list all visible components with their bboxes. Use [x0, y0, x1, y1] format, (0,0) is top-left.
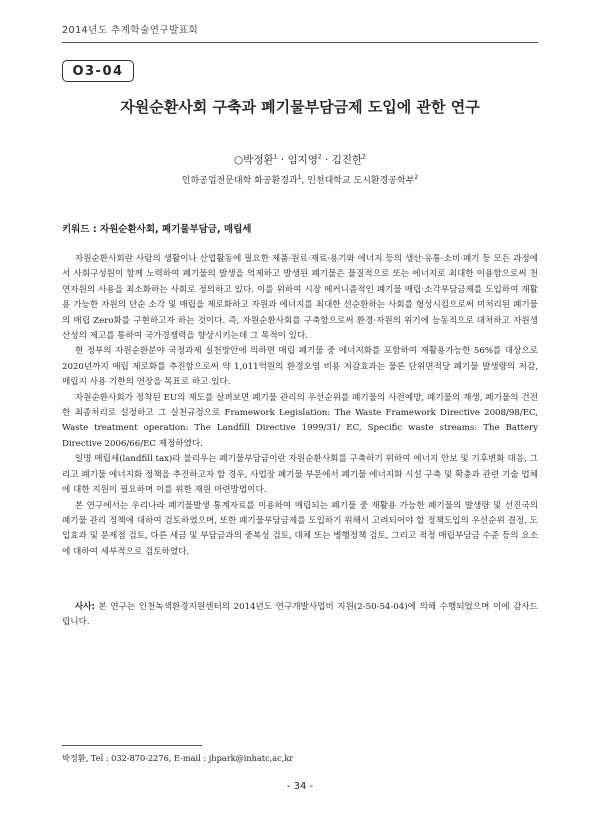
author-separator: · [321, 154, 332, 166]
footnote-divider [62, 745, 202, 746]
affiliation-2-sup: 2 [414, 174, 419, 181]
presenter-marker: ○ [234, 154, 244, 166]
affiliation-line [62, 173, 538, 186]
conference-header: 2014년도 추계학술연구발표회 [62, 25, 199, 36]
paper-title: 자원순환사회 구축과 폐기물부담금제 도입에 관한 연구 [120, 98, 480, 116]
author-2: 임지영 [287, 154, 318, 166]
paper-code-badge: O3-04 [62, 60, 134, 82]
acknowledgement [62, 600, 538, 631]
affiliation-1-sup: 1 [297, 174, 302, 181]
paragraph: 현 정부의 자원순환분야 국정과제 실천방안에 의하면 매립 폐기물 중 에너지화를 포함하여 재활용가능한 56%를 대상으로 2020년까지 매립 제로화를 추진함으로써 약 1,011억원의 환경오염 비용 저감효과는 물론 단위면적당 폐기물 발생량의 저감, 매립지 사용 기한의 연장을 목표로 하고 있다. [62, 346, 538, 388]
affiliation-2: 인천대학교 도시환경공학부 [307, 176, 415, 186]
paragraph: 본 연구에서는 우리나라 폐기물발생 통계자료를 이용하여 매립되는 폐기물 중 재활용 가능한 폐기물의 발생량 및 선진국의 폐기물 관리 정책에 대하여 검토하였으며, 또한 폐기물부담금제를 도입하기 위해서 고려되어야 할 정책도입의 우선순위 결정, 도입효과 및 문제점 검토, 다른 세금 및 부담금과의 중복성 검토, 대체 또는 병행정책 검토, 그리고 적정 매립부담금 수준 등의 요소에 대하여 세부적으로 검토하였다. [62, 500, 538, 557]
paragraph: 일명 매립세(landfill tax)라 불리우는 폐기물부담금이란 자원순환사회를 구축하기 위하여 에너지 안보 및 기후변화 대응, 그리고 폐기물 에너지화 정책을 추진하고자 할 경우, 사업장 폐기물 부문에서 폐기물 에너지화 시설 구축 및 확충과 관련 기술 업체에 대한 지원이 필요하며 이를 위한 재원 마련방법이다. [62, 454, 538, 496]
header-divider [62, 42, 538, 43]
paragraph: 자원순환사회가 정착된 EU의 제도를 살펴보면 폐기물 관리의 우선순위를 폐기물의 사전예방, 폐기물의 재생, 폐기물의 건전한 최종처리로 설정하고 그 실천규정으로 Framework Legislation: The Waste Framework Directive 2008/98/EC, Waste treatment operation: The Landfill Directive 1999/31/ EC, Specific waste streams: The Battery Directive 2006/66/EC 제정하였다. [62, 392, 538, 449]
author-1: 박정환 [243, 154, 274, 166]
author-3: 김진한 [331, 154, 363, 166]
footnote-contact: 박정환, Tel : 032-870-2276, E-mail : jhpark@inhatc,ac,kr [62, 753, 294, 763]
author-1-affil: 1 [273, 153, 278, 161]
author-separator: · [277, 154, 288, 166]
keywords: 키워드 : 자원순환사회, 폐기물부담금, 매립세 [62, 224, 252, 235]
abstract-body [62, 252, 538, 560]
author-2-affil: 2 [317, 153, 322, 161]
affiliation-1: 인하공업전문대학 화공환경과 [181, 176, 298, 186]
affiliation-separator: , [301, 176, 308, 186]
acknowledgement-text: 본 연구는 인천녹색환경지원센터의 2014년도 연구개발사업비 지원(2-50-54-04)에 의해 수행되었으며 이에 감사드립니다. [62, 602, 538, 628]
author-3-affil: 2 [362, 153, 366, 161]
author-line [62, 152, 538, 167]
paragraph: 자원순환사회란 사람의 생활이나 산업활동에 필요한 제품·원료·재료·용기와 에너지 등의 생산·유통·소비·폐기 등 모든 과정에서 사회구성원이 함께 노력하여 폐기물의 발생을 억제하고 발생된 폐기물은 물질적으로 또는 에너지로 최대한 이용함으로써 천연자원의 사용을 최소화하는 사회로 정의하고 있다. 이를 위하여 시장 메커니즘적인 폐기물 매립·소각부담금제를 도입하여 재활용 가능한 자원의 단순 소각 및 매립을 제로화하고 자원과 에너지를 최대한 선순환하는 사회를 형성시킴으로써 미처리된 폐기물의 매립 Zero화를 구현하고자 하는 것이다. 즉, 자원순환사회를 구축함으로써 환경·자원의 위기에 능동적으로 대처하고 자원생산성의 제고를 통하여 국가경쟁력을 향상시키는데 그 목적이 있다. [62, 254, 538, 342]
acknowledgement-label: 사사: [74, 602, 95, 612]
page-number: - 34 - [286, 781, 314, 792]
